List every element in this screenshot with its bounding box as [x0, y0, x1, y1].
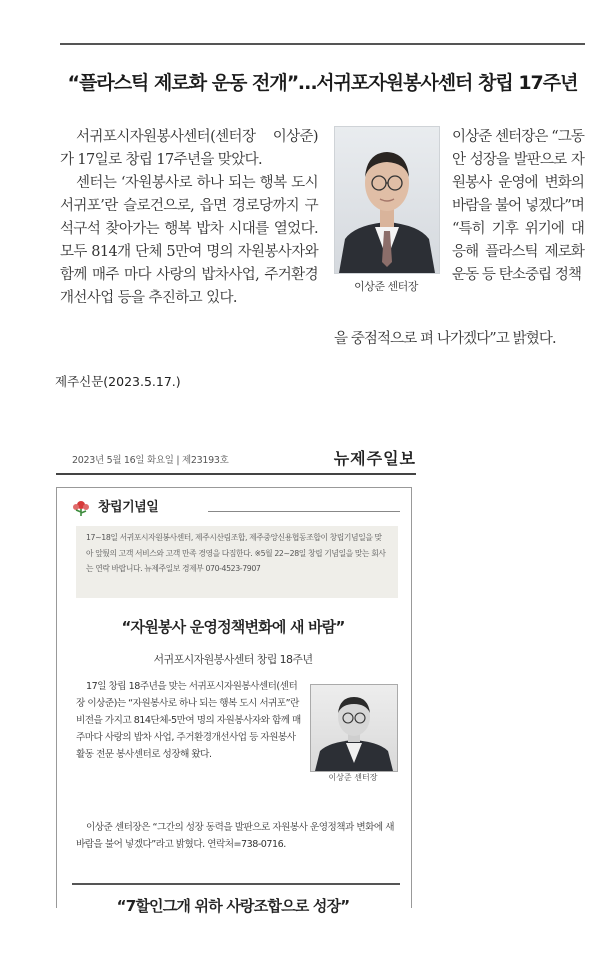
clipping-portrait-photo [310, 684, 398, 772]
source-credit: 제주신문(2023.5.17.) [55, 374, 181, 389]
article-paragraph: 이상준 센터장은 “그동안 성장을 발판으로 자원봉사 운영에 변화의 바람을 불어 넣겠다”며 “특히 기후 위기에 대응해 플라스틱 제로화 운동 등 탄소중립 정책 [452, 129, 584, 283]
article-continuation: 을 중점적으로 펴 나가겠다”고 밝혔다. [334, 331, 556, 347]
clipping-divider [72, 883, 400, 885]
newspaper-clipping [56, 440, 416, 915]
clipping-body-continued [76, 819, 398, 853]
clipping-body [76, 678, 302, 763]
section-title: 창립기념일 [98, 500, 159, 515]
clipping-paragraph: 17일 창립 18주년을 맞는 서귀포시자원봉사센터(센터장 이상준)는 “자원봉사로 하나 되는 행복 도시 서귀포”란 비전을 가지고 814단체-5만여 명의 자원봉사자와 함께 매주마다 사랑의 밥차 사업, 주거환경개선사업 등 자원봉사활동 전문 봉사센터로 성장해 왔다. [76, 681, 301, 760]
clipping-portrait-figure [311, 685, 397, 771]
article-left-column [60, 126, 318, 310]
article-paragraph: 서귀포시자원봉사센터(센터장 이상준)가 17일로 창립 17주년을 맞았다. [60, 129, 318, 168]
clipping-headline: “자원봉사 운영정책변화에 새 바람” [121, 618, 345, 636]
section-rule [208, 511, 400, 512]
article-headline: “플라스틱 제로화 운동 전개”…서귀포자원봉사센터 창립 17주년 [67, 72, 578, 94]
clipping-paragraph: 이상준 센터장은 “그간의 성장 동력을 발판으로 자원봉사 운영정책과 변화에 새 바람을 불어 넣겠다”라고 밝혔다. 연락처=738-0716. [76, 822, 394, 850]
notice-box: 17~18일 서귀포시자원봉사센터, 제주시산림조합, 제주중앙신용협동조합이 창립기념일을 맞아 앞뒀의 고객 서비스와 고객 만족 경영을 다짐한다. ※5월 22~28일 창립 기념일을 맞는 회사는 연락 바랍니다. 뉴제주일보 경제부 070-4523-7907 [76, 526, 398, 598]
article-right-column [452, 126, 584, 287]
clipping-photo-caption: 이상준 센터장 [328, 773, 378, 782]
portrait-caption: 이상준 센터장 [354, 280, 418, 293]
flower-icon [70, 497, 92, 517]
article-paragraph: 센터는 ‘자원봉사로 하나 되는 행복 도시 서귀포’란 슬로건으로, 읍면 경로당까지 구석구석 찾아가는 행복 밥차 시대를 열었다. 모두 814개 단체 5만여 명의 자원봉사자와 함께 매주 마다 사랑의 밥차사업, 주거환경 개선사업 등을 추진하고 있다. [60, 175, 318, 306]
clipping-subheadline: 서귀포시자원봉사센터 창립 18주년 [153, 653, 313, 666]
newspaper-logo: 뉴제주일보 [333, 449, 416, 468]
clipping-date: 2023년 5월 16일 화요일 | 제23193호 [72, 455, 229, 466]
clipping-next-headline: “7할인그개 위하 사랑조합으로 성장” [116, 897, 350, 915]
portrait-figure [335, 127, 439, 273]
clipping-masthead [56, 440, 416, 475]
portrait-photo [334, 126, 440, 274]
top-rule [60, 43, 585, 45]
